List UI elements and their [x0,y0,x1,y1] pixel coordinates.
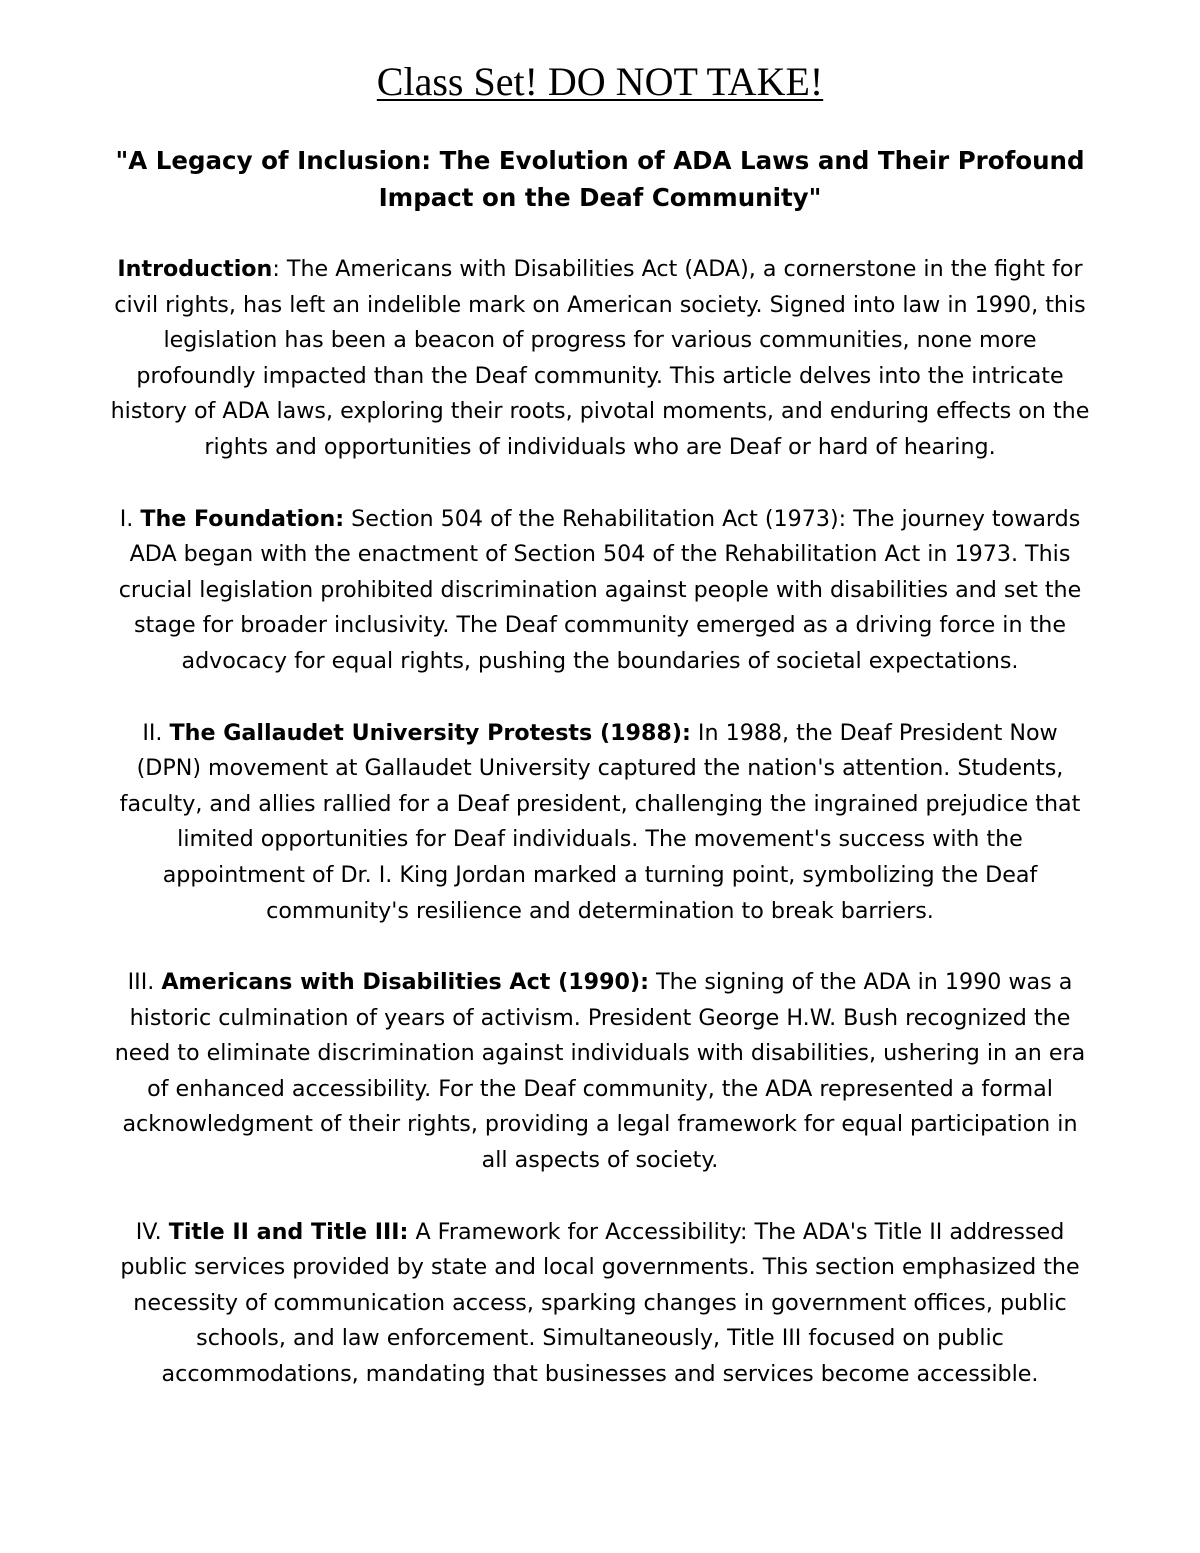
article-title: "A Legacy of Inclusion: The Evolution of ADA Laws and Their Profound Impact on the Deaf Community" [115,146,1085,212]
section-prefix: III. [127,969,162,996]
section-body: The signing of the ADA in 1990 was a historic culmination of years of activism. President George H.W. Bush recognized the need to eliminate discrimination against individuals with disabilities, ushering in an era of enhanced accessibility. For the Deaf community, the ADA represented a formal acknowledgment of their rights, providing a legal framework for equal participation in all aspects of society. [114,969,1086,1174]
section-gallaudet [110,716,1090,930]
section-prefix: IV. [135,1218,169,1245]
section-body: A Framework for Accessibility: The ADA's Title II addressed public services provided by state and local governments. This section emphasized the necessity of communication access, sparking changes in government offices, public schools, and law enforcement. Simultaneously, Title III focused on public accommodations, mandating that businesses and services become accessible. [120,1218,1080,1388]
section-body: In 1988, the Deaf President Now (DPN) movement at Gallaudet University captured the nation's attention. Students, faculty, and allies rallied for a Deaf president, challenging the ingrained prejudice that limited opportunities for Deaf individuals. The movement's success with the appointment of Dr. I. King Jordan marked a turning point, symbolizing the Deaf community's resilience and determination to break barriers. [119,719,1081,924]
section-title-ii-iii [110,1215,1090,1393]
section-foundation [110,502,1090,680]
section-heading: The Foundation: [140,505,345,532]
section-heading: Americans with Disabilities Act (1990): [161,969,649,996]
section-prefix: II. [142,719,170,746]
section-body: Section 504 of the Rehabilitation Act (1973): The journey towards ADA began with the enactment of Section 504 of the Rehabilitation Act in 1973. This crucial legislation prohibited discrimination against people with disabilities and set the stage for broader inclusivity. The Deaf community emerged as a driving force in the advocacy for equal rights, pushing the boundaries of societal expectations. [118,505,1082,674]
section-heading: Title II and Title III: [168,1218,409,1245]
section-heading: Introduction [117,256,273,282]
section-introduction [110,252,1090,466]
section-heading: The Gallaudet University Protests (1988): [169,719,691,746]
section-ada-1990 [110,965,1090,1179]
class-set-banner: Class Set! DO NOT TAKE! [376,59,824,104]
section-prefix: I. [119,505,141,532]
section-body: : The Americans with Disabilities Act (ADA), a cornerstone in the fight for civil rights, has left an indelible mark on American society. Signed into law in 1990, this legislation has been a beacon of progress for various communities, none more profoundly impacted than the Deaf community. This article delves into the intricate history of ADA laws, exploring their roots, pivotal moments, and enduring effects on the rights and opportunities of individuals who are Deaf or hard of hearing. [110,256,1090,460]
